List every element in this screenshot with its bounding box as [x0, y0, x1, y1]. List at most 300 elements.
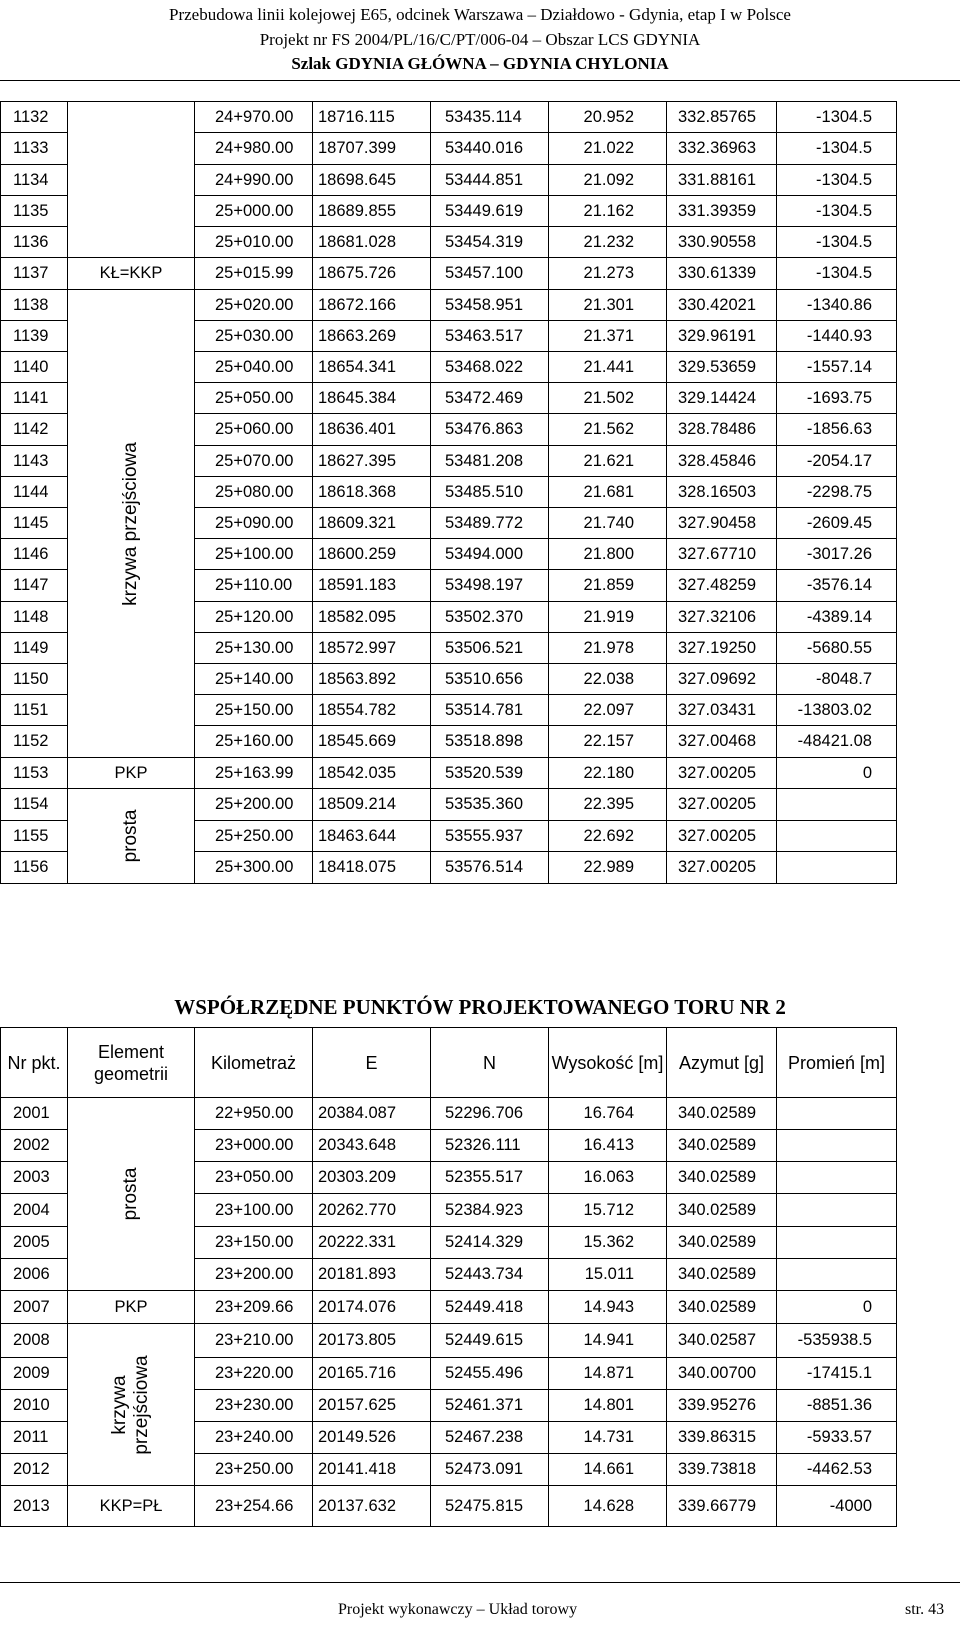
cell-col-7 — [777, 852, 897, 884]
cell-col-6: 331.39359 — [667, 196, 777, 227]
cell-col-3: 18563.892 — [313, 664, 431, 695]
cell-col-6: 327.32106 — [667, 602, 777, 633]
cell-col-6: 327.00205 — [667, 758, 777, 789]
cell-col-6: 339.95276 — [667, 1390, 777, 1422]
cell-col-6: 332.85765 — [667, 102, 777, 133]
cell-col-4: 53481.208 — [431, 446, 549, 477]
cell-col-7: -1304.5 — [777, 196, 897, 227]
cell-col-7 — [777, 1098, 897, 1130]
cell-col-0: 1138 — [1, 290, 68, 321]
cell-col-2: 23+150.00 — [195, 1227, 313, 1259]
cell-col-4: 53498.197 — [431, 570, 549, 602]
cell-col-6: 339.86315 — [667, 1422, 777, 1454]
table-row — [1, 758, 897, 789]
cell-col-7: 0 — [777, 1291, 897, 1324]
cell-col-5: 16.063 — [549, 1162, 667, 1194]
cell-col-6: 327.48259 — [667, 570, 777, 602]
cell-col-4: 53435.114 — [431, 102, 549, 133]
cell-col-0: 2007 — [1, 1291, 68, 1324]
cell-col-5: 21.273 — [549, 258, 667, 290]
element-group-label — [109, 1355, 153, 1454]
header-wys: Wysokość [m] — [549, 1028, 667, 1098]
cell-col-6: 332.36963 — [667, 133, 777, 165]
cell-col-5: 14.943 — [549, 1291, 667, 1324]
cell-col-2: 25+300.00 — [195, 852, 313, 884]
cell-col-4: 53518.898 — [431, 726, 549, 758]
cell-col-0: 1134 — [1, 165, 68, 196]
cell-col-5: 15.011 — [549, 1259, 667, 1291]
cell-col-6: 327.00468 — [667, 726, 777, 758]
cell-col-7: -1557.14 — [777, 352, 897, 383]
cell-col-7: -5680.55 — [777, 633, 897, 664]
cell-col-4: 53454.319 — [431, 227, 549, 258]
cell-col-7: -13803.02 — [777, 695, 897, 726]
element-group-text: krzywa — [109, 1374, 130, 1435]
cell-col-2: 25+070.00 — [195, 446, 313, 477]
cell-col-0: 1143 — [1, 446, 68, 477]
cell-col-2: 23+000.00 — [195, 1130, 313, 1162]
cell-col-3: 20222.331 — [313, 1227, 431, 1259]
table-row — [1, 1098, 897, 1130]
cell-col-0: 2011 — [1, 1422, 68, 1454]
cell-col-0: 2006 — [1, 1259, 68, 1291]
cell-col-0: 1139 — [1, 321, 68, 352]
cell-col-2: 24+980.00 — [195, 133, 313, 165]
cell-col-0: 1135 — [1, 196, 68, 227]
cell-col-4: 52467.238 — [431, 1422, 549, 1454]
cell-col-2: 25+040.00 — [195, 352, 313, 383]
cell-col-3: 20165.716 — [313, 1358, 431, 1390]
cell-col-1: KKP=PŁ — [68, 1486, 195, 1527]
cell-col-2: 24+970.00 — [195, 102, 313, 133]
cell-col-4: 53535.360 — [431, 789, 549, 821]
cell-col-2: 25+120.00 — [195, 602, 313, 633]
footer-left: Projekt wykonawczy – Układ torowy — [338, 1601, 578, 1618]
cell-col-2: 25+010.00 — [195, 227, 313, 258]
cell-col-6: 327.90458 — [667, 508, 777, 539]
cell-col-6: 327.67710 — [667, 539, 777, 570]
cell-col-7: -1693.75 — [777, 383, 897, 414]
table-row — [1, 1291, 897, 1324]
cell-col-2: 25+130.00 — [195, 633, 313, 664]
cell-col-3: 18681.028 — [313, 227, 431, 258]
cell-col-4: 53476.863 — [431, 414, 549, 446]
cell-col-5: 21.022 — [549, 133, 667, 165]
cell-col-4: 52384.923 — [431, 1194, 549, 1227]
cell-col-4: 53489.772 — [431, 508, 549, 539]
cell-col-0: 1156 — [1, 852, 68, 884]
cell-col-2: 25+090.00 — [195, 508, 313, 539]
cell-col-7 — [777, 1162, 897, 1194]
cell-col-3: 18542.035 — [313, 758, 431, 789]
cell-col-0: 1141 — [1, 383, 68, 414]
cell-col-3: 18572.997 — [313, 633, 431, 664]
cell-col-3: 18716.115 — [313, 102, 431, 133]
cell-col-5: 21.301 — [549, 290, 667, 321]
cell-col-4: 53510.656 — [431, 664, 549, 695]
cell-col-3: 18698.645 — [313, 165, 431, 196]
cell-col-7: -2298.75 — [777, 477, 897, 508]
cell-col-5: 21.232 — [549, 227, 667, 258]
element-group-label — [120, 810, 142, 863]
element-group-text: prosta — [120, 1167, 141, 1221]
cell-col-2: 25+250.00 — [195, 821, 313, 852]
table-row — [1, 102, 897, 133]
cell-col-3: 18545.669 — [313, 726, 431, 758]
cell-col-7 — [777, 821, 897, 852]
cell-col-1: KŁ=KKP — [68, 258, 195, 290]
cell-col-5: 21.621 — [549, 446, 667, 477]
cell-col-7: -1856.63 — [777, 414, 897, 446]
cell-col-4: 53472.469 — [431, 383, 549, 414]
cell-col-6: 328.45846 — [667, 446, 777, 477]
cell-col-4: 53444.851 — [431, 165, 549, 196]
cell-col-5: 21.092 — [549, 165, 667, 196]
cell-col-0: 1144 — [1, 477, 68, 508]
cell-col-6: 330.90558 — [667, 227, 777, 258]
cell-col-4: 53576.514 — [431, 852, 549, 884]
cell-col-7: -8048.7 — [777, 664, 897, 695]
cell-col-2: 23+240.00 — [195, 1422, 313, 1454]
cell-col-0: 1151 — [1, 695, 68, 726]
element-group-text: krzywa przejściowa — [120, 441, 141, 606]
cell-col-5: 21.562 — [549, 414, 667, 446]
cell-col-7: -1304.5 — [777, 102, 897, 133]
cell-col-2: 25+020.00 — [195, 290, 313, 321]
cell-col-7: -2609.45 — [777, 508, 897, 539]
cell-col-5: 21.800 — [549, 539, 667, 570]
cell-col-0: 1153 — [1, 758, 68, 789]
cell-col-4: 53502.370 — [431, 602, 549, 633]
cell-col-4: 52473.091 — [431, 1454, 549, 1486]
cell-col-2: 25+030.00 — [195, 321, 313, 352]
cell-col-7: -8851.36 — [777, 1390, 897, 1422]
cell-col-3: 20141.418 — [313, 1454, 431, 1486]
cell-col-6: 340.02587 — [667, 1324, 777, 1358]
cell-col-2: 23+200.00 — [195, 1259, 313, 1291]
cell-col-6: 327.03431 — [667, 695, 777, 726]
cell-col-7: -3017.26 — [777, 539, 897, 570]
cell-col-2: 23+254.66 — [195, 1486, 313, 1527]
header-line-3: Szlak GDYNIA GŁÓWNA – GDYNIA CHYLONIA — [291, 54, 669, 73]
cell-col-6: 331.88161 — [667, 165, 777, 196]
cell-col-3: 20174.076 — [313, 1291, 431, 1324]
table-row — [1, 789, 897, 821]
cell-col-4: 52461.371 — [431, 1390, 549, 1422]
cell-col-5: 16.413 — [549, 1130, 667, 1162]
cell-col-5: 14.801 — [549, 1390, 667, 1422]
cell-col-4: 52355.517 — [431, 1162, 549, 1194]
header-e: E — [313, 1028, 431, 1098]
cell-col-6: 340.02589 — [667, 1227, 777, 1259]
cell-col-5: 21.502 — [549, 383, 667, 414]
cell-col-6: 327.00205 — [667, 852, 777, 884]
element-group-label — [120, 1168, 142, 1221]
coordinates-table-1 — [0, 101, 897, 884]
footer-page-number: str. 43 — [905, 1601, 945, 1618]
cell-col-4: 52443.734 — [431, 1259, 549, 1291]
cell-col-4: 53494.000 — [431, 539, 549, 570]
cell-col-2: 23+230.00 — [195, 1390, 313, 1422]
cell-col-5: 21.978 — [549, 633, 667, 664]
table-row — [1, 258, 897, 290]
cell-col-0: 1145 — [1, 508, 68, 539]
cell-col-6: 327.00205 — [667, 789, 777, 821]
cell-col-0: 2005 — [1, 1227, 68, 1259]
cell-col-4: 53520.539 — [431, 758, 549, 789]
cell-col-5: 22.395 — [549, 789, 667, 821]
cell-col-0: 1146 — [1, 539, 68, 570]
cell-col-5: 15.362 — [549, 1227, 667, 1259]
cell-col-0: 1147 — [1, 570, 68, 602]
cell-col-6: 340.00700 — [667, 1358, 777, 1390]
cell-col-5: 21.681 — [549, 477, 667, 508]
cell-col-3: 20181.893 — [313, 1259, 431, 1291]
cell-col-6: 327.19250 — [667, 633, 777, 664]
cell-col-4: 52449.615 — [431, 1324, 549, 1358]
table-2-title: WSPÓŁRZĘDNE PUNKTÓW PROJEKTOWANEGO TORU NR 2 — [174, 995, 786, 1019]
header-rule — [0, 80, 960, 81]
cell-col-2: 25+160.00 — [195, 726, 313, 758]
cell-col-3: 18591.183 — [313, 570, 431, 602]
cell-col-7: -1304.5 — [777, 133, 897, 165]
cell-col-0: 1155 — [1, 821, 68, 852]
cell-col-7 — [777, 1130, 897, 1162]
cell-col-3: 20137.632 — [313, 1486, 431, 1527]
cell-col-4: 52475.815 — [431, 1486, 549, 1527]
cell-col-7 — [777, 789, 897, 821]
cell-col-7: -1340.86 — [777, 290, 897, 321]
cell-col-0: 1133 — [1, 133, 68, 165]
cell-col-5: 21.441 — [549, 352, 667, 383]
cell-col-0: 1132 — [1, 102, 68, 133]
cell-col-0: 2013 — [1, 1486, 68, 1527]
cell-col-0: 1150 — [1, 664, 68, 695]
cell-col-0: 2001 — [1, 1098, 68, 1130]
cell-col-0: 2012 — [1, 1454, 68, 1486]
cell-col-5: 14.628 — [549, 1486, 667, 1527]
cell-col-7: -1304.5 — [777, 227, 897, 258]
header-km: Kilometraż — [195, 1028, 313, 1098]
cell-col-5: 14.661 — [549, 1454, 667, 1486]
cell-col-0: 2010 — [1, 1390, 68, 1422]
cell-col-2: 25+080.00 — [195, 477, 313, 508]
cell-col-4: 52296.706 — [431, 1098, 549, 1130]
cell-col-4: 53440.016 — [431, 133, 549, 165]
cell-col-2: 25+140.00 — [195, 664, 313, 695]
cell-col-3: 18418.075 — [313, 852, 431, 884]
cell-col-6: 329.53659 — [667, 352, 777, 383]
cell-col-3: 18609.321 — [313, 508, 431, 539]
cell-col-0: 1149 — [1, 633, 68, 664]
cell-col-3: 18618.368 — [313, 477, 431, 508]
element-group-cell — [68, 102, 195, 258]
cell-col-4: 53506.521 — [431, 633, 549, 664]
cell-col-5: 22.692 — [549, 821, 667, 852]
cell-col-3: 20303.209 — [313, 1162, 431, 1194]
cell-col-5: 22.038 — [549, 664, 667, 695]
cell-col-4: 53555.937 — [431, 821, 549, 852]
cell-col-5: 21.371 — [549, 321, 667, 352]
cell-col-7 — [777, 1227, 897, 1259]
cell-col-7: -2054.17 — [777, 446, 897, 477]
cell-col-7: -4462.53 — [777, 1454, 897, 1486]
cell-col-3: 18463.644 — [313, 821, 431, 852]
element-group-text: prosta — [120, 809, 141, 863]
cell-col-3: 18707.399 — [313, 133, 431, 165]
cell-col-3: 18654.341 — [313, 352, 431, 383]
cell-col-6: 328.78486 — [667, 414, 777, 446]
cell-col-3: 18636.401 — [313, 414, 431, 446]
cell-col-3: 20149.526 — [313, 1422, 431, 1454]
cell-col-5: 14.871 — [549, 1358, 667, 1390]
cell-col-7 — [777, 1259, 897, 1291]
cell-col-0: 1140 — [1, 352, 68, 383]
cell-col-3: 20384.087 — [313, 1098, 431, 1130]
cell-col-6: 340.02589 — [667, 1130, 777, 1162]
cell-col-6: 340.02589 — [667, 1162, 777, 1194]
cell-col-5: 22.097 — [549, 695, 667, 726]
cell-col-7: 0 — [777, 758, 897, 789]
cell-col-3: 18509.214 — [313, 789, 431, 821]
cell-col-0: 2009 — [1, 1358, 68, 1390]
cell-col-0: 2008 — [1, 1324, 68, 1358]
cell-col-7: -4000 — [777, 1486, 897, 1527]
cell-col-2: 23+210.00 — [195, 1324, 313, 1358]
cell-col-2: 23+100.00 — [195, 1194, 313, 1227]
cell-col-6: 339.66779 — [667, 1486, 777, 1527]
cell-col-2: 25+015.99 — [195, 258, 313, 290]
table-row — [1, 1324, 897, 1358]
cell-col-3: 20262.770 — [313, 1194, 431, 1227]
cell-col-6: 329.96191 — [667, 321, 777, 352]
cell-col-5: 14.941 — [549, 1324, 667, 1358]
header-element: Element geometrii — [68, 1028, 195, 1098]
cell-col-4: 53449.619 — [431, 196, 549, 227]
cell-col-5: 22.989 — [549, 852, 667, 884]
cell-col-7: -1304.5 — [777, 165, 897, 196]
header-line-1: Przebudowa linii kolejowej E65, odcinek Warszawa – Działdowo - Gdynia, etap I w Polsce — [169, 5, 791, 24]
cell-col-7: -535938.5 — [777, 1324, 897, 1358]
header-prom: Promień [m] — [777, 1028, 897, 1098]
cell-col-4: 53514.781 — [431, 695, 549, 726]
cell-col-0: 2003 — [1, 1162, 68, 1194]
cell-col-2: 25+163.99 — [195, 758, 313, 789]
cell-col-5: 15.712 — [549, 1194, 667, 1227]
cell-col-0: 1148 — [1, 602, 68, 633]
element-group-cell — [68, 290, 195, 758]
cell-col-4: 52326.111 — [431, 1130, 549, 1162]
cell-col-3: 18672.166 — [313, 290, 431, 321]
header-nr: Nr pkt. — [1, 1028, 68, 1098]
cell-col-5: 21.859 — [549, 570, 667, 602]
cell-col-6: 330.61339 — [667, 258, 777, 290]
cell-col-3: 18600.259 — [313, 539, 431, 570]
cell-col-2: 25+000.00 — [195, 196, 313, 227]
cell-col-5: 22.180 — [549, 758, 667, 789]
cell-col-4: 53468.022 — [431, 352, 549, 383]
cell-col-7: -1440.93 — [777, 321, 897, 352]
cell-col-2: 24+990.00 — [195, 165, 313, 196]
cell-col-0: 1154 — [1, 789, 68, 821]
cell-col-3: 18627.395 — [313, 446, 431, 477]
cell-col-3: 18554.782 — [313, 695, 431, 726]
cell-col-0: 2002 — [1, 1130, 68, 1162]
cell-col-0: 1136 — [1, 227, 68, 258]
header-az: Azymut [g] — [667, 1028, 777, 1098]
cell-col-1: PKP — [68, 1291, 195, 1324]
table-row — [1, 1486, 897, 1527]
cell-col-3: 18645.384 — [313, 383, 431, 414]
cell-col-6: 340.02589 — [667, 1291, 777, 1324]
cell-col-5: 21.162 — [549, 196, 667, 227]
cell-col-2: 23+250.00 — [195, 1454, 313, 1486]
cell-col-3: 18675.726 — [313, 258, 431, 290]
cell-col-2: 22+950.00 — [195, 1098, 313, 1130]
cell-col-1: PKP — [68, 758, 195, 789]
cell-col-7: -5933.57 — [777, 1422, 897, 1454]
cell-col-4: 53458.951 — [431, 290, 549, 321]
cell-col-3: 20343.648 — [313, 1130, 431, 1162]
cell-col-6: 339.73818 — [667, 1454, 777, 1486]
header-n: N — [431, 1028, 549, 1098]
cell-col-0: 1152 — [1, 726, 68, 758]
cell-col-2: 25+110.00 — [195, 570, 313, 602]
cell-col-5: 21.740 — [549, 508, 667, 539]
cell-col-4: 52449.418 — [431, 1291, 549, 1324]
cell-col-3: 18582.095 — [313, 602, 431, 633]
footer-rule — [0, 1582, 960, 1583]
cell-col-2: 23+050.00 — [195, 1162, 313, 1194]
cell-col-3: 20173.805 — [313, 1324, 431, 1358]
cell-col-7: -4389.14 — [777, 602, 897, 633]
cell-col-6: 327.00205 — [667, 821, 777, 852]
cell-col-5: 22.157 — [549, 726, 667, 758]
cell-col-5: 16.764 — [549, 1098, 667, 1130]
cell-col-7: -1304.5 — [777, 258, 897, 290]
cell-col-2: 23+209.66 — [195, 1291, 313, 1324]
cell-col-4: 53463.517 — [431, 321, 549, 352]
cell-col-4: 52414.329 — [431, 1227, 549, 1259]
cell-col-6: 340.02589 — [667, 1098, 777, 1130]
cell-col-6: 328.16503 — [667, 477, 777, 508]
cell-col-6: 327.09692 — [667, 664, 777, 695]
cell-col-6: 340.02589 — [667, 1259, 777, 1291]
cell-col-2: 25+200.00 — [195, 789, 313, 821]
cell-col-2: 25+060.00 — [195, 414, 313, 446]
header-line-2: Projekt nr FS 2004/PL/16/C/PT/006-04 – Obszar LCS GDYNIA — [259, 30, 701, 49]
cell-col-2: 25+050.00 — [195, 383, 313, 414]
cell-col-0: 2004 — [1, 1194, 68, 1227]
cell-col-4: 52455.496 — [431, 1358, 549, 1390]
element-group-cell — [68, 1098, 195, 1291]
cell-col-5: 14.731 — [549, 1422, 667, 1454]
coordinates-table-2 — [0, 1027, 897, 1527]
cell-col-2: 25+150.00 — [195, 695, 313, 726]
cell-col-3: 20157.625 — [313, 1390, 431, 1422]
element-group-label — [120, 442, 142, 606]
element-group-cell — [68, 1324, 195, 1486]
cell-col-0: 1142 — [1, 414, 68, 446]
element-group-cell — [68, 789, 195, 884]
cell-col-2: 25+100.00 — [195, 539, 313, 570]
element-group-text: przejściowa — [131, 1354, 152, 1455]
cell-col-7 — [777, 1194, 897, 1227]
cell-col-0: 1137 — [1, 258, 68, 290]
cell-col-3: 18689.855 — [313, 196, 431, 227]
cell-col-3: 18663.269 — [313, 321, 431, 352]
table-2-header-row — [1, 1028, 897, 1098]
